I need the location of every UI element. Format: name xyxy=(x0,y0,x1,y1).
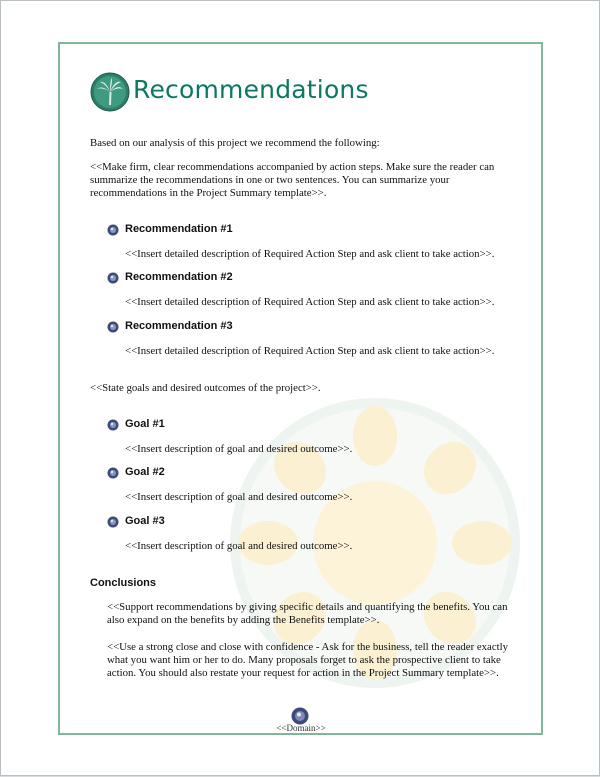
recommendation-text: <<Insert detailed description of Required Action Step and ask client to take action>>. xyxy=(125,345,495,357)
bullet-icon xyxy=(107,516,119,528)
goals-intro: <<State goals and desired outcomes of the project>>. xyxy=(90,382,321,394)
recommendation-text: <<Insert detailed description of Required Action Step and ask client to take action>>. xyxy=(125,248,495,260)
bullet-icon xyxy=(107,321,119,333)
palm-tree-icon xyxy=(90,72,130,112)
goal-text: <<Insert description of goal and desired outcome>>. xyxy=(125,443,353,455)
intro-note: <<Make firm, clear recommendations accompanied by action steps. Make sure the reader can summarize the recommendations in one or two sentences. You can summarize your recommendations in the Project Summary template>>. xyxy=(90,161,495,199)
goal-heading: Goal #2 xyxy=(125,466,165,478)
footer-domain: <<Domain>> xyxy=(276,723,326,733)
page-title: Recommendations xyxy=(133,75,369,104)
goal-heading: Goal #3 xyxy=(125,515,165,527)
recommendation-heading: Recommendation #1 xyxy=(125,223,233,235)
goal-text: <<Insert description of goal and desired outcome>>. xyxy=(125,491,353,503)
recommendation-text: <<Insert detailed description of Required Action Step and ask client to take action>>. xyxy=(125,296,495,308)
bullet-icon xyxy=(107,419,119,431)
bullet-icon xyxy=(107,467,119,479)
intro-text: Based on our analysis of this project we recommend the following: xyxy=(90,137,380,149)
goal-text: <<Insert description of goal and desired outcome>>. xyxy=(125,540,353,552)
recommendation-heading: Recommendation #2 xyxy=(125,271,233,283)
goal-heading: Goal #1 xyxy=(125,418,165,430)
bullet-icon xyxy=(107,272,119,284)
conclusions-heading: Conclusions xyxy=(90,577,157,589)
recommendation-heading: Recommendation #3 xyxy=(125,320,233,332)
conclusions-paragraph: <<Use a strong close and close with confidence - Ask for the business, tell the reader exactly what you want him or her to do. Many proposals forget to ask the prospective client to take action. You should also restate your request for action in the Project Summary template>>. xyxy=(107,641,509,679)
conclusions-paragraph: <<Support recommendations by giving specific details and quantifying the benefits. You can also expand on the benefits by adding the Benefits template>>. xyxy=(107,601,508,626)
bullet-icon xyxy=(107,224,119,236)
